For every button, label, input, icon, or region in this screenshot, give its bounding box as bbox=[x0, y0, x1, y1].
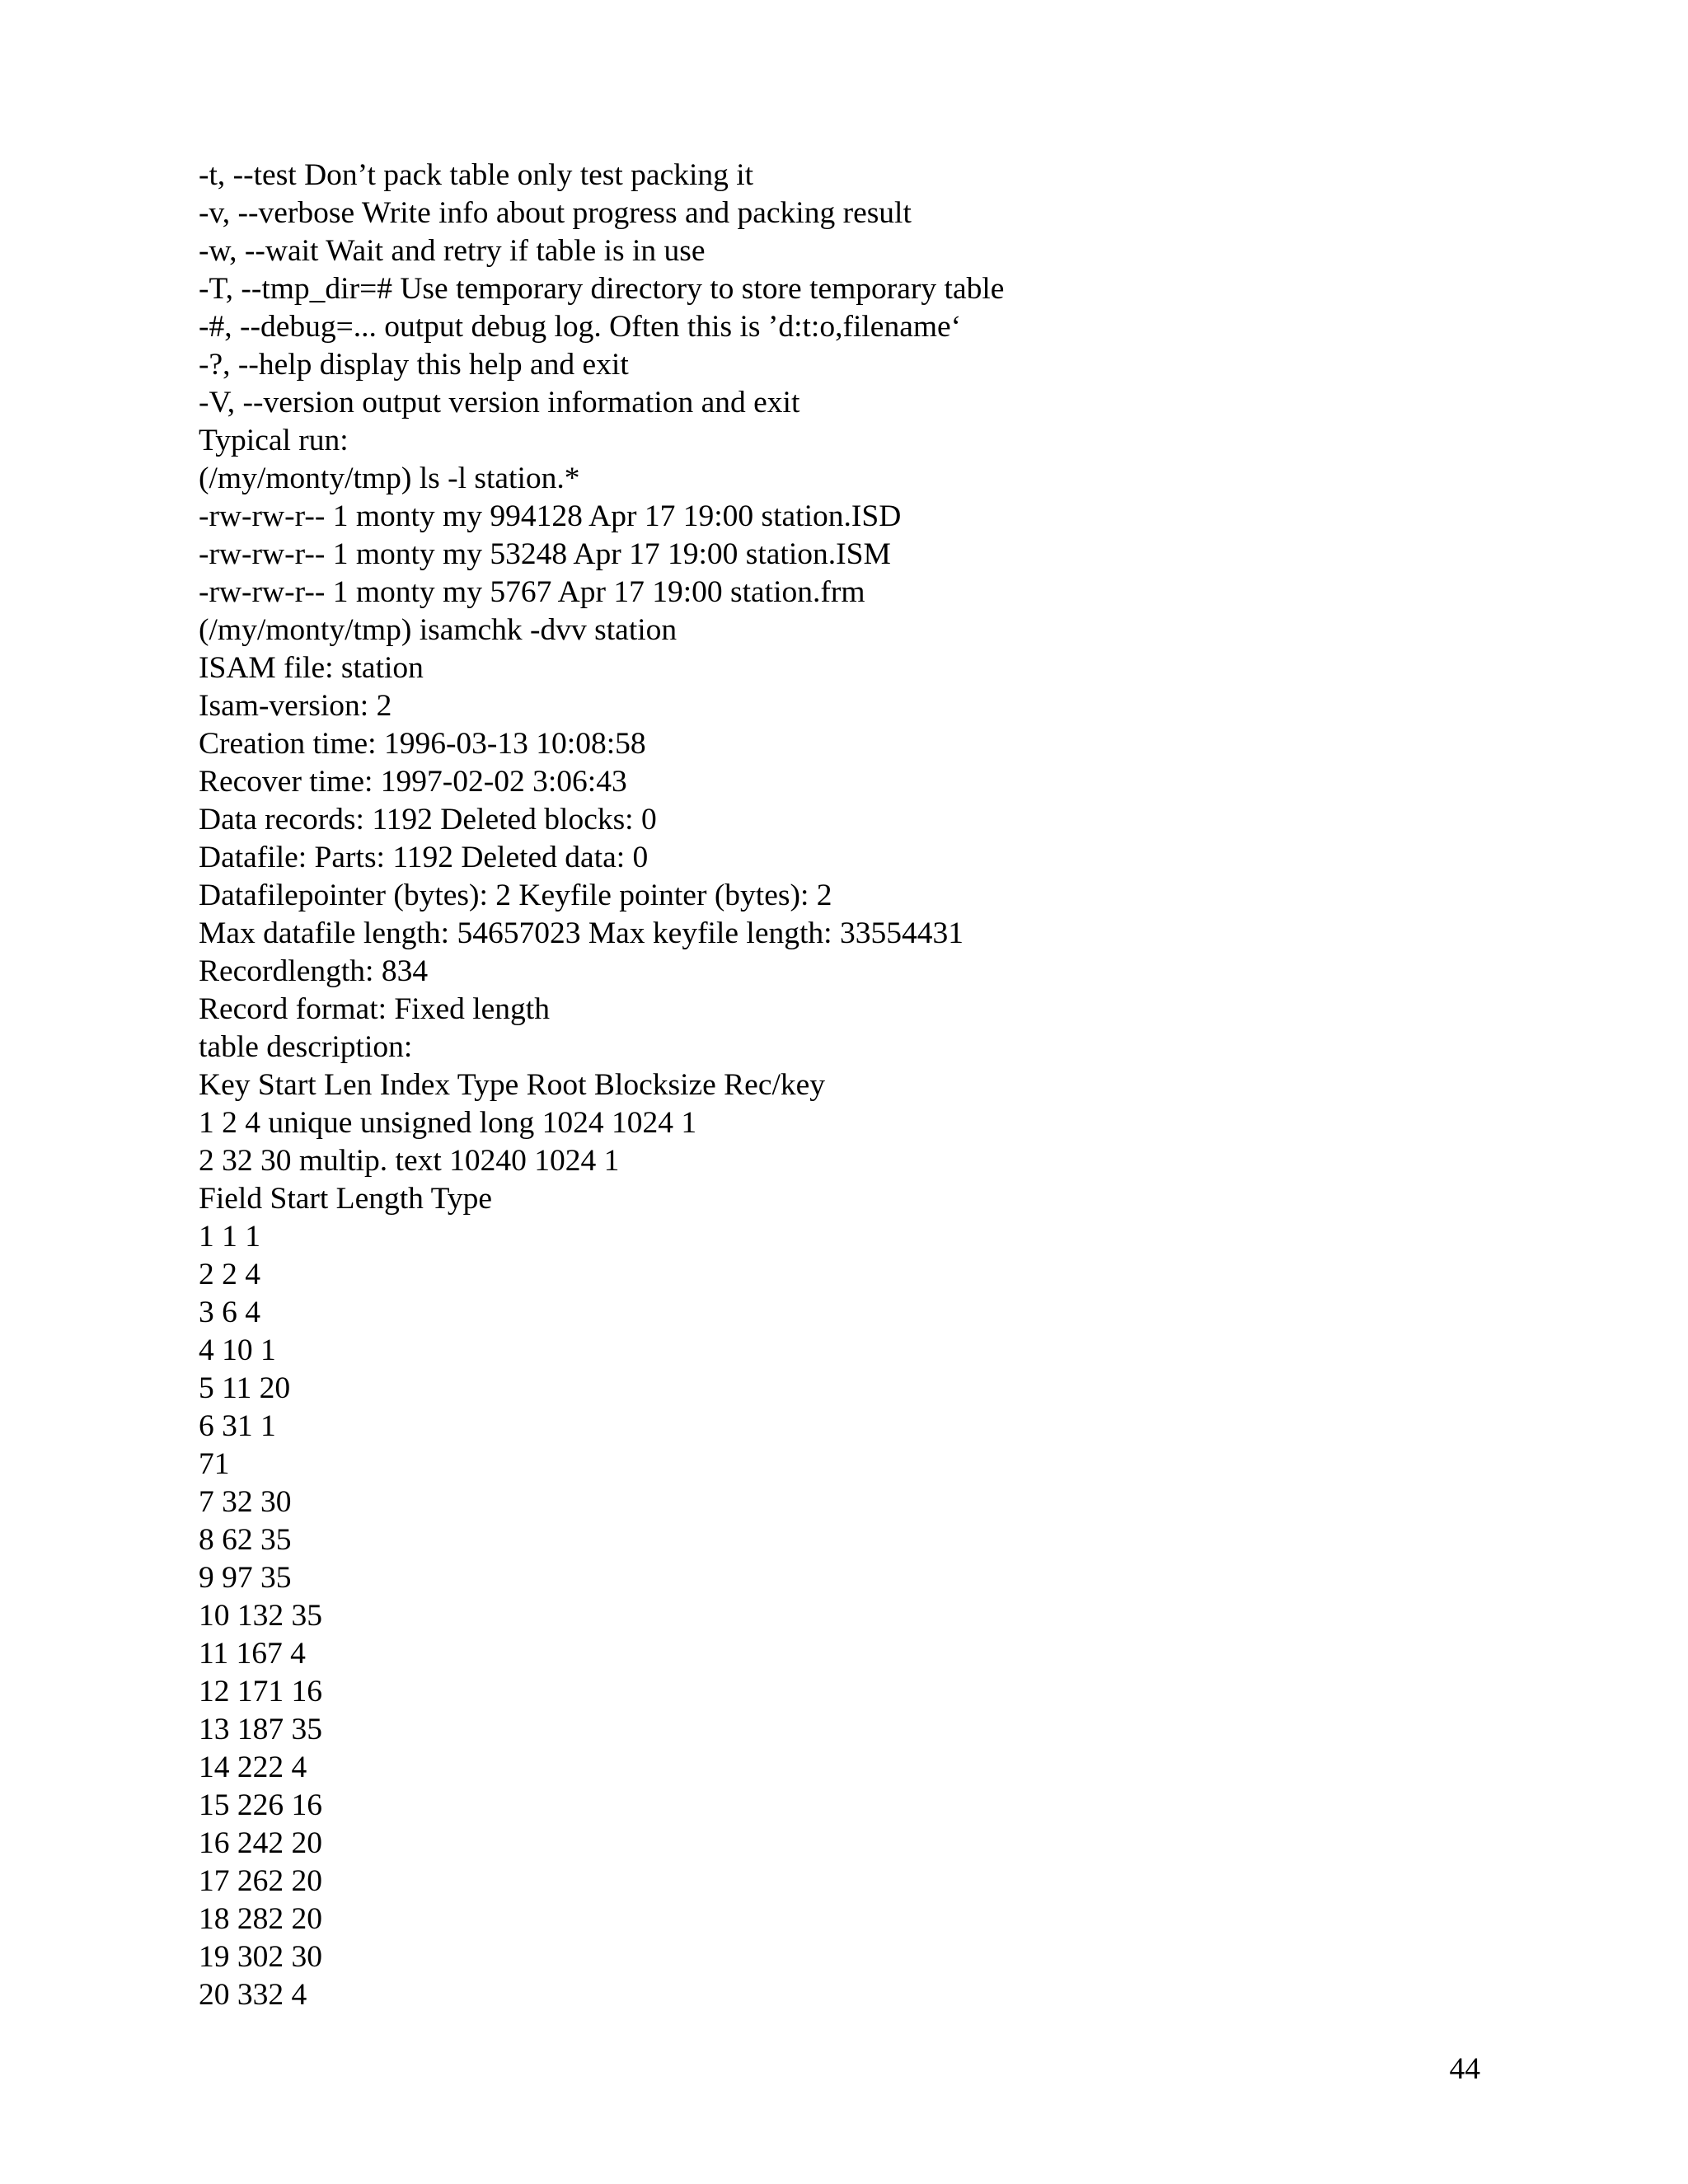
text-line: -v, --verbose Write info about progress and packing result bbox=[199, 196, 912, 230]
text-line: 1 1 1 bbox=[199, 1220, 260, 1254]
text-line: Datafile: Parts: 1192 Deleted data: 0 bbox=[199, 841, 649, 874]
text-line: 8 62 35 bbox=[199, 1523, 292, 1557]
text-line: 3 6 4 bbox=[199, 1296, 260, 1329]
text-line: 5 11 20 bbox=[199, 1371, 291, 1405]
text-line: -rw-rw-r-- 1 monty my 994128 Apr 17 19:00 station.ISD bbox=[199, 499, 902, 533]
text-line: 11 167 4 bbox=[199, 1637, 306, 1671]
text-line: 12 171 16 bbox=[199, 1675, 322, 1708]
text-line: 20 332 4 bbox=[199, 1978, 307, 2012]
text-line: table description: bbox=[199, 1030, 413, 1064]
text-line: 2 32 30 multip. text 10240 1024 1 bbox=[199, 1144, 620, 1178]
text-line: 15 226 16 bbox=[199, 1788, 322, 1822]
text-line: Recordlength: 834 bbox=[199, 954, 429, 988]
text-line: Recover time: 1997-02-02 3:06:43 bbox=[199, 765, 627, 799]
text-line: 19 302 30 bbox=[199, 1940, 322, 1974]
text-line: 6 31 1 bbox=[199, 1409, 276, 1443]
text-line: -T, --tmp_dir=# Use temporary directory to store temporary table bbox=[199, 272, 1005, 306]
text-line: 10 132 35 bbox=[199, 1599, 322, 1633]
document-body bbox=[199, 157, 1600, 2014]
text-line: Datafilepointer (bytes): 2 Keyfile pointer (bytes): 2 bbox=[199, 879, 832, 912]
text-line: -#, --debug=... output debug log. Often this is ’d:t:o,filename‘ bbox=[199, 310, 962, 344]
text-line: Record format: Fixed length bbox=[199, 992, 550, 1026]
text-line: 14 222 4 bbox=[199, 1750, 307, 1784]
text-line: 1 2 4 unique unsigned long 1024 1024 1 bbox=[199, 1106, 697, 1140]
text-line: -w, --wait Wait and retry if table is in use bbox=[199, 234, 706, 268]
text-line: Max datafile length: 54657023 Max keyfile length: 33554431 bbox=[199, 916, 964, 950]
text-line: -rw-rw-r-- 1 monty my 5767 Apr 17 19:00 station.frm bbox=[199, 575, 865, 609]
text-line: 16 242 20 bbox=[199, 1826, 322, 1860]
text-line: Creation time: 1996-03-13 10:08:58 bbox=[199, 727, 646, 761]
text-line: 4 10 1 bbox=[199, 1333, 276, 1367]
text-line: -?, --help display this help and exit bbox=[199, 348, 629, 382]
text-line: Typical run: bbox=[199, 424, 349, 457]
text-line: ISAM file: station bbox=[199, 651, 424, 685]
text-line: -t, --test Don’t pack table only test packing it bbox=[199, 158, 754, 192]
text-line: Field Start Length Type bbox=[199, 1182, 493, 1216]
text-line: 7 32 30 bbox=[199, 1485, 292, 1519]
text-line: 18 282 20 bbox=[199, 1902, 322, 1936]
text-line: 13 187 35 bbox=[199, 1713, 322, 1746]
text-line: Isam-version: 2 bbox=[199, 689, 392, 723]
text-line: -V, --version output version information and exit bbox=[199, 386, 800, 419]
text-line: 71 bbox=[199, 1447, 230, 1481]
text-line: 9 97 35 bbox=[199, 1561, 292, 1595]
text-line: Data records: 1192 Deleted blocks: 0 bbox=[199, 803, 657, 837]
text-line: 17 262 20 bbox=[199, 1864, 322, 1898]
text-line: (/my/monty/tmp) ls -l station.* bbox=[199, 462, 580, 495]
text-line: 2 2 4 bbox=[199, 1258, 260, 1291]
text-line: Key Start Len Index Type Root Blocksize Rec/key bbox=[199, 1068, 826, 1102]
page-number: 44 bbox=[1449, 2052, 1480, 2086]
text-line: -rw-rw-r-- 1 monty my 53248 Apr 17 19:00 station.ISM bbox=[199, 537, 891, 571]
text-line: (/my/monty/tmp) isamchk -dvv station bbox=[199, 613, 678, 647]
